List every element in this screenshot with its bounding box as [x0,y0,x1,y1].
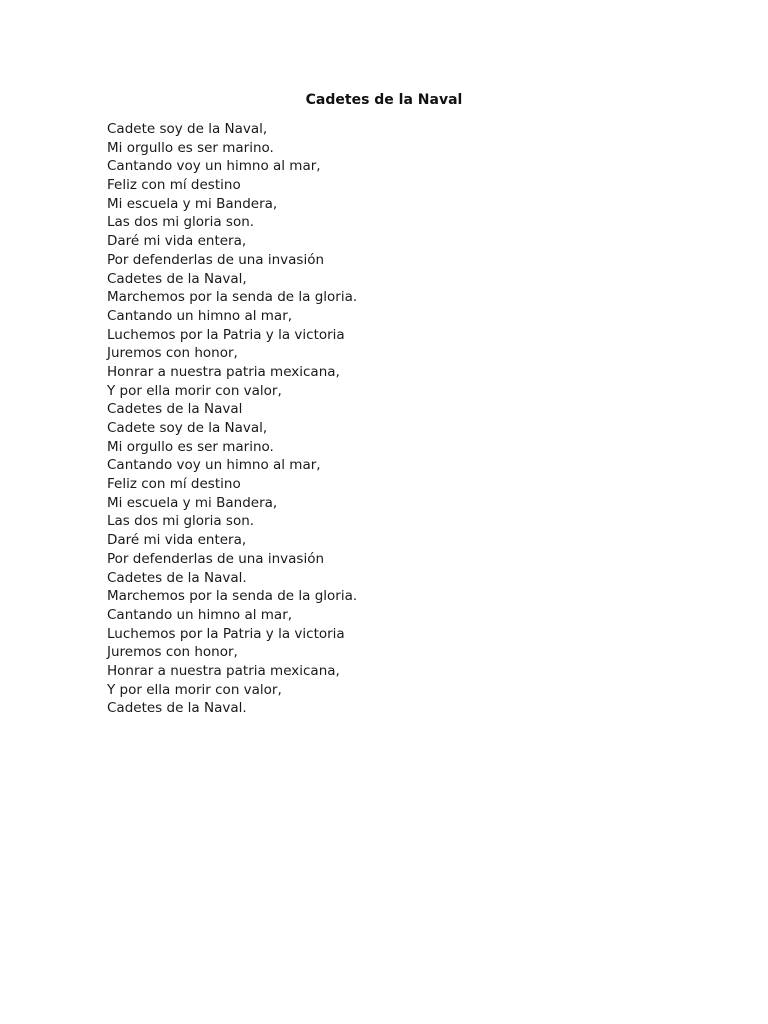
lyric-line: Mi escuela y mi Bandera, [107,195,278,212]
lyric-line: Daré mi vida entera, [107,532,247,549]
lyric-line: Daré mi vida entera, [107,233,247,250]
lyric-line: Honrar a nuestra patria mexicana, [107,363,340,380]
lyric-line: Cadete soy de la Naval, [107,420,268,436]
lyric-line: Honrar a nuestra patria mexicana, [107,662,340,679]
lyric-line: Cantando voy un himno al mar, [107,457,321,474]
page-title: Cadetes de la Naval [305,92,463,108]
lyric-line: Mi orgullo es ser marino. [107,139,274,156]
lyric-line: Cadetes de la Naval, [107,270,247,287]
lyric-line: Cantando un himno al mar, [107,606,293,623]
lyric-line: Feliz con mí destino [107,476,241,493]
lyric-line: Mi escuela y mi Bandera, [107,494,278,511]
lyric-line: Juremos con honor, [107,345,238,362]
lyric-line: Feliz con mí destino [107,177,241,194]
lyric-line: Cantando un himno al mar, [107,307,293,324]
lyric-line: Y por ella morir con valor, [107,382,282,399]
lyric-line: Cantando voy un himno al mar, [107,158,321,175]
lyric-line: Cadete soy de la Naval, [107,121,268,137]
lyric-line: Cadetes de la Naval [107,401,243,418]
lyrics-list [107,120,357,718]
lyric-line: Marchemos por la senda de la gloria. [107,289,358,306]
lyric-line: Cadetes de la Naval. [107,700,247,717]
lyric-line: Luchemos por la Patria y la victoria [107,326,345,343]
lyric-line: Las dos mi gloria son. [107,214,255,231]
lyric-line: Las dos mi gloria son. [107,513,255,530]
lyric-line: Cadetes de la Naval. [107,569,247,586]
lyric-line: Por defenderlas de una invasión [107,550,325,567]
lyric-line: Marchemos por la senda de la gloria. [107,588,358,605]
lyric-line: Juremos con honor, [107,644,238,661]
lyric-line: Y por ella morir con valor, [107,681,282,698]
lyric-line: Por defenderlas de una invasión [107,251,325,268]
lyric-line: Mi orgullo es ser marino. [107,438,274,455]
lyric-line: Luchemos por la Patria y la victoria [107,625,345,642]
